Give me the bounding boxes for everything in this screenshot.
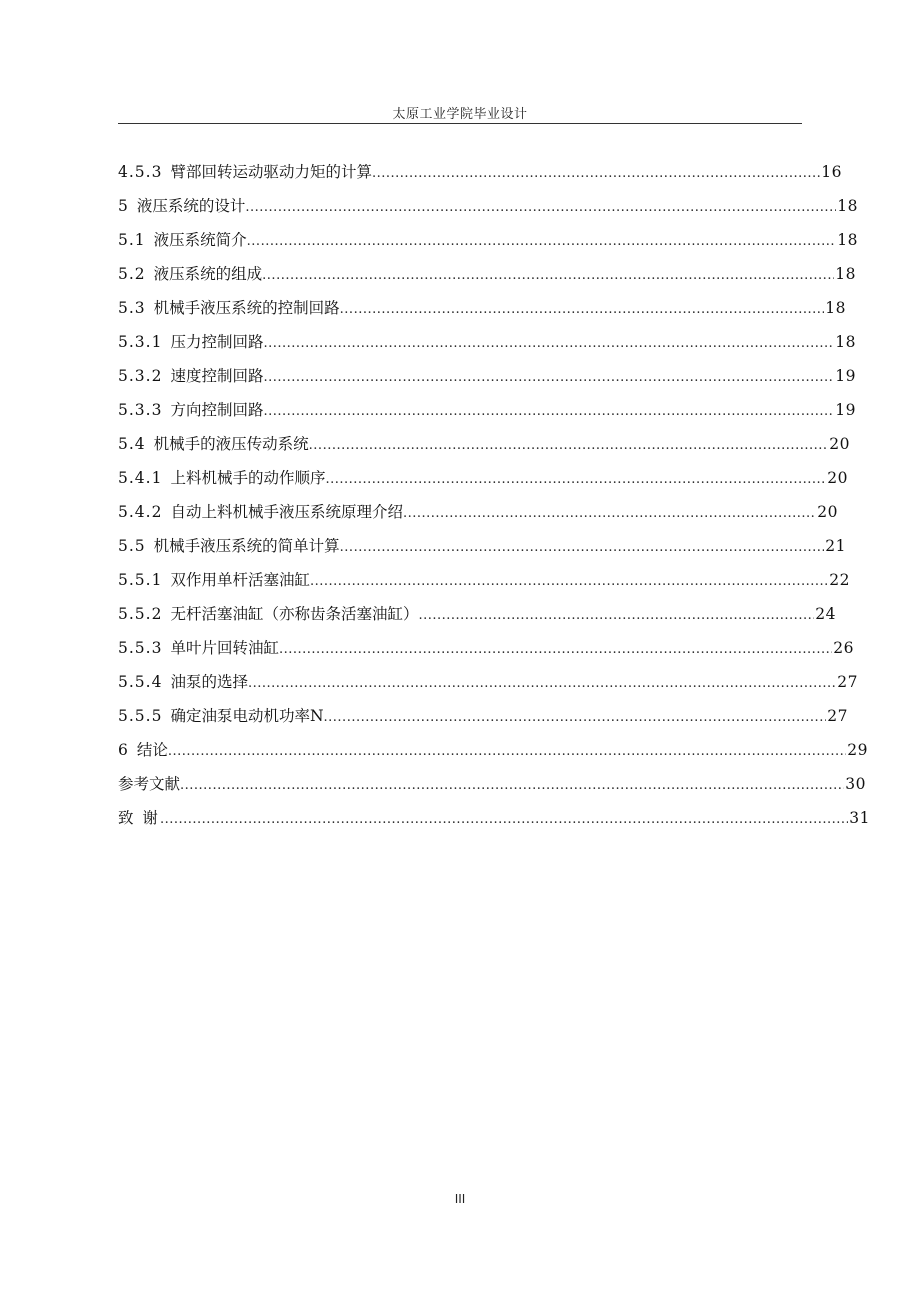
toc-entry-page: 16 <box>821 163 842 181</box>
toc-entry-title: 液压系统简介 <box>153 231 247 249</box>
toc-leader-dots <box>310 570 828 592</box>
toc-leader-dots <box>247 230 837 252</box>
toc-entry-number: 5.5.2 <box>118 605 163 623</box>
toc-entry-page: 26 <box>833 639 854 657</box>
toc-leader-dots <box>418 604 814 626</box>
toc-entry-5-3-3[interactable] <box>118 398 856 422</box>
toc-entry-page: 21 <box>825 537 846 555</box>
toc-entry-title: 自动上料机械手液压系统原理介绍 <box>170 503 403 521</box>
toc-entry-5-4[interactable] <box>118 432 850 456</box>
toc-entry-page: 27 <box>837 673 858 691</box>
toc-entry-page: 31 <box>849 809 870 827</box>
toc-entry-title: 压力控制回路 <box>170 333 264 351</box>
toc-leader-dots <box>403 502 816 524</box>
toc-entry-number: 5.5.5 <box>118 707 163 725</box>
toc-entry-number: 5.5.3 <box>118 639 163 657</box>
toc-leader-dots <box>262 264 834 286</box>
toc-entry-number: 5.5.4 <box>118 673 163 691</box>
toc-entry-5-3-1[interactable] <box>118 330 856 354</box>
toc-entry-6[interactable] <box>118 738 868 762</box>
toc-entry-number: 5.5 <box>118 537 146 555</box>
toc-entry-5-5-3[interactable] <box>118 636 854 660</box>
toc-entry-5-5-2[interactable] <box>118 602 836 626</box>
toc-leader-dots <box>168 740 846 762</box>
toc-entry-number: 4.5.3 <box>118 163 163 181</box>
toc-entry-number: 5.4.2 <box>118 503 163 521</box>
toc-entry-5-5-1[interactable] <box>118 568 850 592</box>
toc-entry-title: 油泵的选择 <box>170 673 248 691</box>
toc-entry-number: 5.4.1 <box>118 469 163 487</box>
toc-entry-page: 19 <box>835 401 856 419</box>
toc-entry-number: 5.3 <box>118 299 146 317</box>
toc-entry-title: 机械手液压系统的简单计算 <box>153 537 340 555</box>
toc-entry-title: 方向控制回路 <box>170 401 264 419</box>
toc-leader-dots <box>372 162 820 184</box>
toc-entry-references[interactable] <box>118 772 866 796</box>
toc-entry-5-5[interactable] <box>118 534 846 558</box>
toc-leader-dots <box>263 400 834 422</box>
toc-entry-number: 5 <box>118 197 129 215</box>
toc-entry-number: 5.4 <box>118 435 146 453</box>
toc-entry-title: 机械手的液压传动系统 <box>153 435 309 453</box>
toc-entry-number: 5.2 <box>118 265 146 283</box>
toc-entry-number: 5.3.2 <box>118 367 163 385</box>
toc-entry-title: 速度控制回路 <box>170 367 264 385</box>
toc-entry-number: 5.3.3 <box>118 401 163 419</box>
toc-entry-title: 上料机械手的动作顺序 <box>170 469 326 487</box>
toc-entry-page: 18 <box>835 265 856 283</box>
toc-entry-5-4-2[interactable] <box>118 500 838 524</box>
toc-entry-number: 5.5.1 <box>118 571 163 589</box>
toc-entry-page: 29 <box>847 741 868 759</box>
page-number: III <box>454 1192 466 1206</box>
toc-entry-page: 24 <box>815 605 836 623</box>
toc-entry-page: 18 <box>837 197 858 215</box>
toc-leader-dots <box>279 638 832 660</box>
toc-leader-dots <box>180 774 844 796</box>
toc-entry-title: 致 谢 <box>118 809 160 827</box>
toc-entry-page: 18 <box>825 299 846 317</box>
toc-entry-5-3[interactable] <box>118 296 846 320</box>
toc-entry-page: 18 <box>837 231 858 249</box>
running-header: 太原工业学院毕业设计 <box>392 107 528 122</box>
toc-entry-title: 臂部回转运动驱动力矩的计算 <box>170 163 372 181</box>
toc-leader-dots <box>248 672 836 694</box>
toc-entry-page: 20 <box>829 435 850 453</box>
toc-entry-title: 机械手液压系统的控制回路 <box>153 299 340 317</box>
toc-entry-5-3-2[interactable] <box>118 364 856 388</box>
toc-entry-title: 确定油泵电动机功率N <box>170 707 324 725</box>
toc-entry-page: 18 <box>835 333 856 351</box>
toc-entry-page: 27 <box>827 707 848 725</box>
toc-leader-dots <box>160 808 848 830</box>
toc-entry-page: 22 <box>829 571 850 589</box>
toc-entry-4-5-3[interactable] <box>118 160 842 184</box>
toc-entry-5-5-4[interactable] <box>118 670 858 694</box>
toc-entry-number: 5.1 <box>118 231 146 249</box>
toc-entry-5-5-5[interactable] <box>118 704 848 728</box>
toc-entry-number: 6 <box>118 741 129 759</box>
toc-entry-5[interactable] <box>118 194 858 218</box>
toc-entry-acknowledgements[interactable] <box>118 806 870 830</box>
toc-entry-title: 无杆活塞油缸（亦称齿条活塞油缸） <box>170 605 419 623</box>
toc-entry-page: 20 <box>817 503 838 521</box>
toc-leader-dots <box>325 468 826 490</box>
toc-leader-dots <box>340 536 825 558</box>
header-rule <box>118 123 802 124</box>
toc-leader-dots <box>245 196 836 218</box>
toc-entry-title: 结论 <box>136 741 168 759</box>
toc-entry-page: 20 <box>827 469 848 487</box>
toc-leader-dots <box>263 332 834 354</box>
toc-entry-title: 单叶片回转油缸 <box>170 639 279 657</box>
toc-entry-5-4-1[interactable] <box>118 466 848 490</box>
toc-leader-dots <box>263 366 834 388</box>
toc-entry-5-2[interactable] <box>118 262 856 286</box>
toc-entry-title: 液压系统的设计 <box>136 197 246 215</box>
toc-leader-dots <box>309 434 829 456</box>
toc-leader-dots <box>340 298 825 320</box>
toc-entry-page: 19 <box>835 367 856 385</box>
toc-leader-dots <box>324 706 827 728</box>
toc-entry-title: 参考文献 <box>118 775 181 793</box>
toc-entry-page: 30 <box>845 775 866 793</box>
toc-entry-5-1[interactable] <box>118 228 858 252</box>
toc-entry-title: 双作用单杆活塞油缸 <box>170 571 310 589</box>
toc-entry-title: 液压系统的组成 <box>153 265 263 283</box>
toc-entry-number: 5.3.1 <box>118 333 163 351</box>
